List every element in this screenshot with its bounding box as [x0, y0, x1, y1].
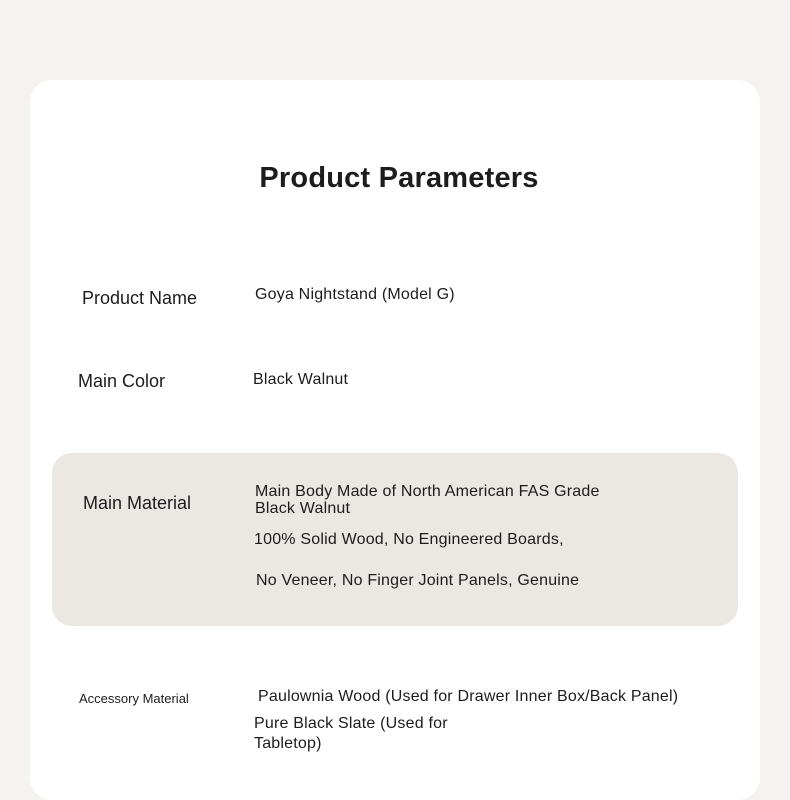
main-color-label: Main Color: [78, 371, 166, 391]
main-color-value: Black Walnut: [253, 371, 349, 388]
main-material-label: Main Material: [83, 493, 192, 513]
main-material-line-2: 100% Solid Wood, No Engineered Boards,: [254, 531, 564, 548]
accessory-material-line-1: Paulownia Wood (Used for Drawer Inner Box/Back Panel): [258, 688, 679, 705]
page-title: Product Parameters: [259, 162, 539, 194]
accessory-material-label: Accessory Material: [79, 691, 189, 706]
main-material-line-3: No Veneer, No Finger Joint Panels, Genuine: [256, 572, 580, 589]
product-name-label: Product Name: [82, 288, 198, 308]
parameters-card: [30, 80, 760, 800]
main-material-line-1: Main Body Made of North American FAS Grade Black Walnut: [255, 483, 600, 517]
product-name-value: Goya Nightstand (Model G): [255, 286, 455, 303]
accessory-material-line-2: Pure Black Slate (Used for Tabletop): [254, 715, 448, 752]
